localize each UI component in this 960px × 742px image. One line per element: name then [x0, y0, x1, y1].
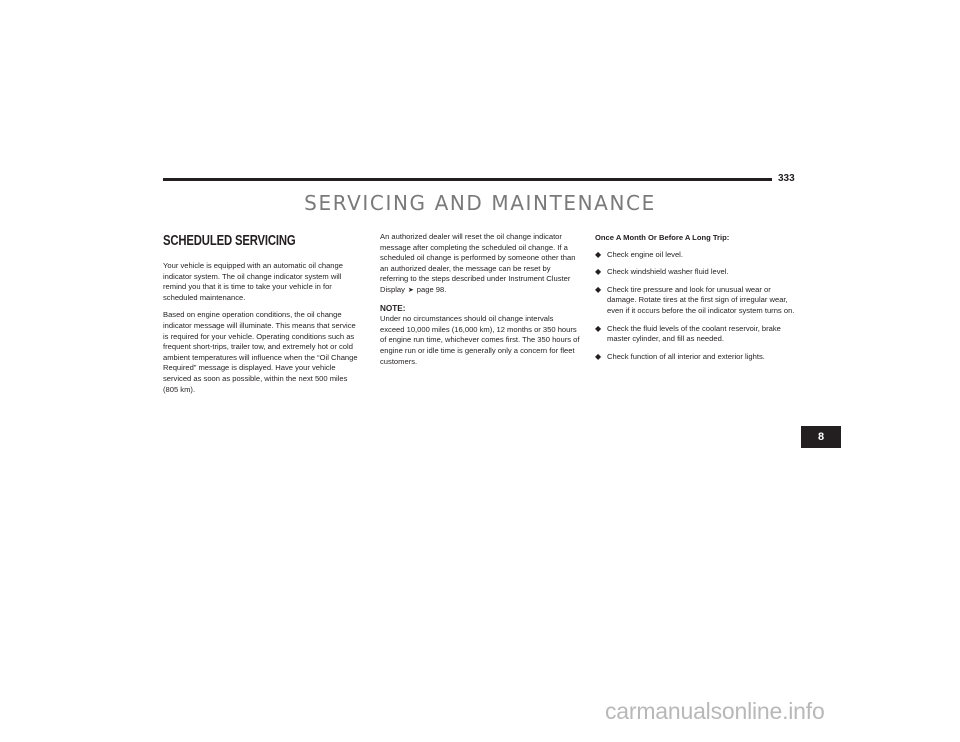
list-item-text: Check engine oil level.	[607, 249, 683, 259]
checklist-subheading: Once A Month Or Before A Long Trip:	[595, 233, 730, 242]
list-item	[595, 250, 800, 261]
section-heading: SCHEDULED SERVICING	[163, 233, 296, 249]
list-item	[595, 267, 800, 278]
column-middle	[380, 232, 580, 374]
page-number: 333	[778, 173, 795, 184]
header-rule	[163, 178, 772, 181]
column-left	[163, 232, 363, 402]
list-item	[595, 285, 800, 317]
list-item-text: Check windshield washer fluid level.	[607, 267, 729, 277]
list-item	[595, 352, 800, 363]
note-label: NOTE:	[380, 303, 406, 313]
diamond-bullet-icon: ◆	[595, 284, 602, 294]
diamond-bullet-icon: ◆	[595, 351, 602, 361]
column-right	[595, 233, 800, 369]
page-reference-link[interactable]: page 98.	[416, 284, 447, 294]
diamond-bullet-icon: ◆	[595, 249, 602, 259]
list-item-text: Check function of all interior and exterior lights.	[607, 351, 765, 361]
list-item-text: Check the fluid levels of the coolant reservoir, brake master cylinder, and fill as needed.	[607, 323, 781, 344]
intro-paragraph: Your vehicle is equipped with an automatic oil change indicator system. The oil change indicator system will remind you that it is time to take your vehicle in for scheduled maintenance.	[163, 261, 343, 302]
arrow-right-icon: ➤	[407, 286, 414, 294]
checklist	[595, 250, 800, 363]
dealer-reset-text: An authorized dealer will reset the oil change indicator message after completing the scheduled oil change. If a scheduled oil change is performed by someone other than an authorized dealer, the message can be reset by referring to the steps described under Instrument Cluster Display	[380, 232, 576, 294]
diamond-bullet-icon: ◆	[595, 323, 602, 333]
chapter-tab[interactable]: 8	[801, 426, 841, 448]
operation-conditions-paragraph: Based on engine operation conditions, the oil change indicator message will illuminate. This means that service is required for your vehicle. Operating conditions such as frequent short-trips, trailer tow, and extremely hot or cold ambient temperatures will influence when the “Oil Change Required” message is displayed. Have your vehicle serviced as soon as possible, within the next 500 miles (805 km).	[163, 310, 358, 394]
section-title: SERVICING AND MAINTENANCE	[304, 191, 656, 215]
list-item	[595, 324, 800, 345]
diamond-bullet-icon: ◆	[595, 267, 602, 277]
dealer-reset-paragraph	[380, 232, 580, 297]
note-text: Under no circumstances should oil change intervals exceed 10,000 miles (16,000 km), 12 months or 350 hours of engine run time, whichever comes first. The 350 hours of engine run or idle time is generally only a concern for fleet customers.	[380, 314, 580, 366]
list-item-text: Check tire pressure and look for unusual wear or damage. Rotate tires at the first sign of irregular wear, even if it occurs before the oil indicator system turns on.	[607, 284, 795, 315]
watermark: carmanualsonline.info	[605, 698, 825, 724]
